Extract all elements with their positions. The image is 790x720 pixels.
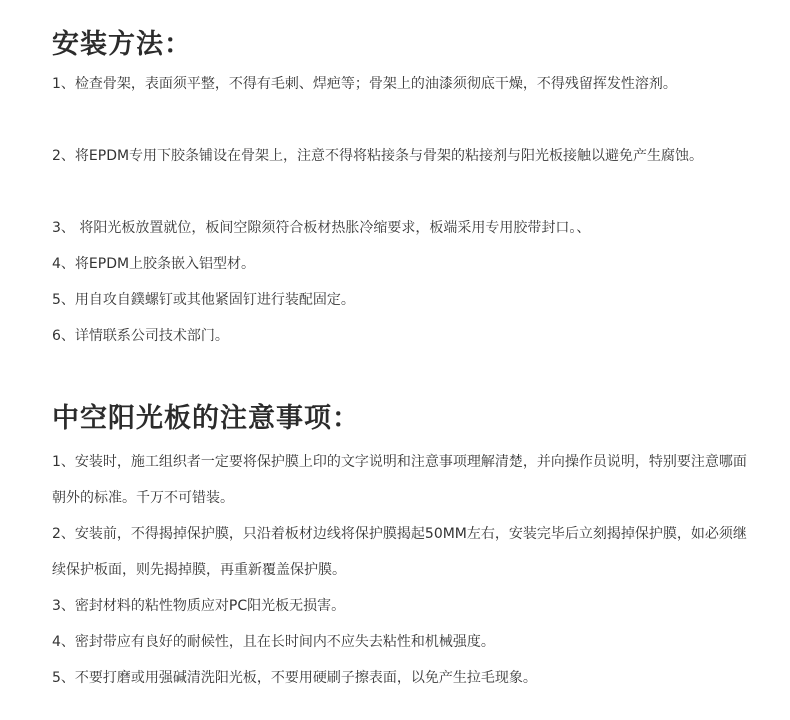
precaution-item-4: 4、密封带应有良好的耐候性，且在长时间内不应失去粘性和机械强度。: [52, 634, 495, 650]
install-step-6: 6、详情联系公司技术部门。: [52, 328, 229, 344]
precaution-item-1: 1、安装时，施工组织者一定要将保护膜上印的文字说明和注意事项理解清楚，并向操作员说明，特别要注意哪面朝外的标准。千万不可错装。: [52, 454, 747, 506]
precaution-item-5: 5、不要打磨或用强碱清洗阳光板，不要用硬刷子擦表面，以免产生拉毛现象。: [52, 670, 537, 686]
installation-heading: 安装方法：: [52, 29, 192, 60]
install-step-4: 4、将EPDM上胶条嵌入铝型材。: [52, 256, 256, 272]
install-step-5: 5、用自攻自鏷螺钉或其他紧固钉进行装配固定。: [52, 292, 355, 308]
install-step-2: 2、将EPDM专用下胶条铺设在骨架上，注意不得将粘接条与骨架的粘接剂与阳光板接触以避免产生腐蚀。: [52, 148, 704, 164]
precaution-item-3: 3、密封材料的粘性物质应对PC阳光板无损害。: [52, 598, 346, 614]
install-step-1: 1、检查骨架，表面须平整，不得有毛刺、焊疤等；骨架上的油漆须彻底干燥，不得残留挥发性溶剂。: [52, 76, 677, 92]
install-step-3: 3、 将阳光板放置就位，板间空隙须符合板材热胀冷缩要求，板端采用专用胶带封口。、: [52, 220, 591, 236]
precautions-heading: 中空阳光板的注意事项：: [52, 403, 360, 434]
precaution-item-2: 2、安装前，不得揭掉保护膜，只沿着板材边线将保护膜揭起50MM左右，安装完毕后立刻揭掉保护膜，如必须继续保护板面，则先揭掉膜，再重新覆盖保护膜。: [52, 526, 747, 578]
